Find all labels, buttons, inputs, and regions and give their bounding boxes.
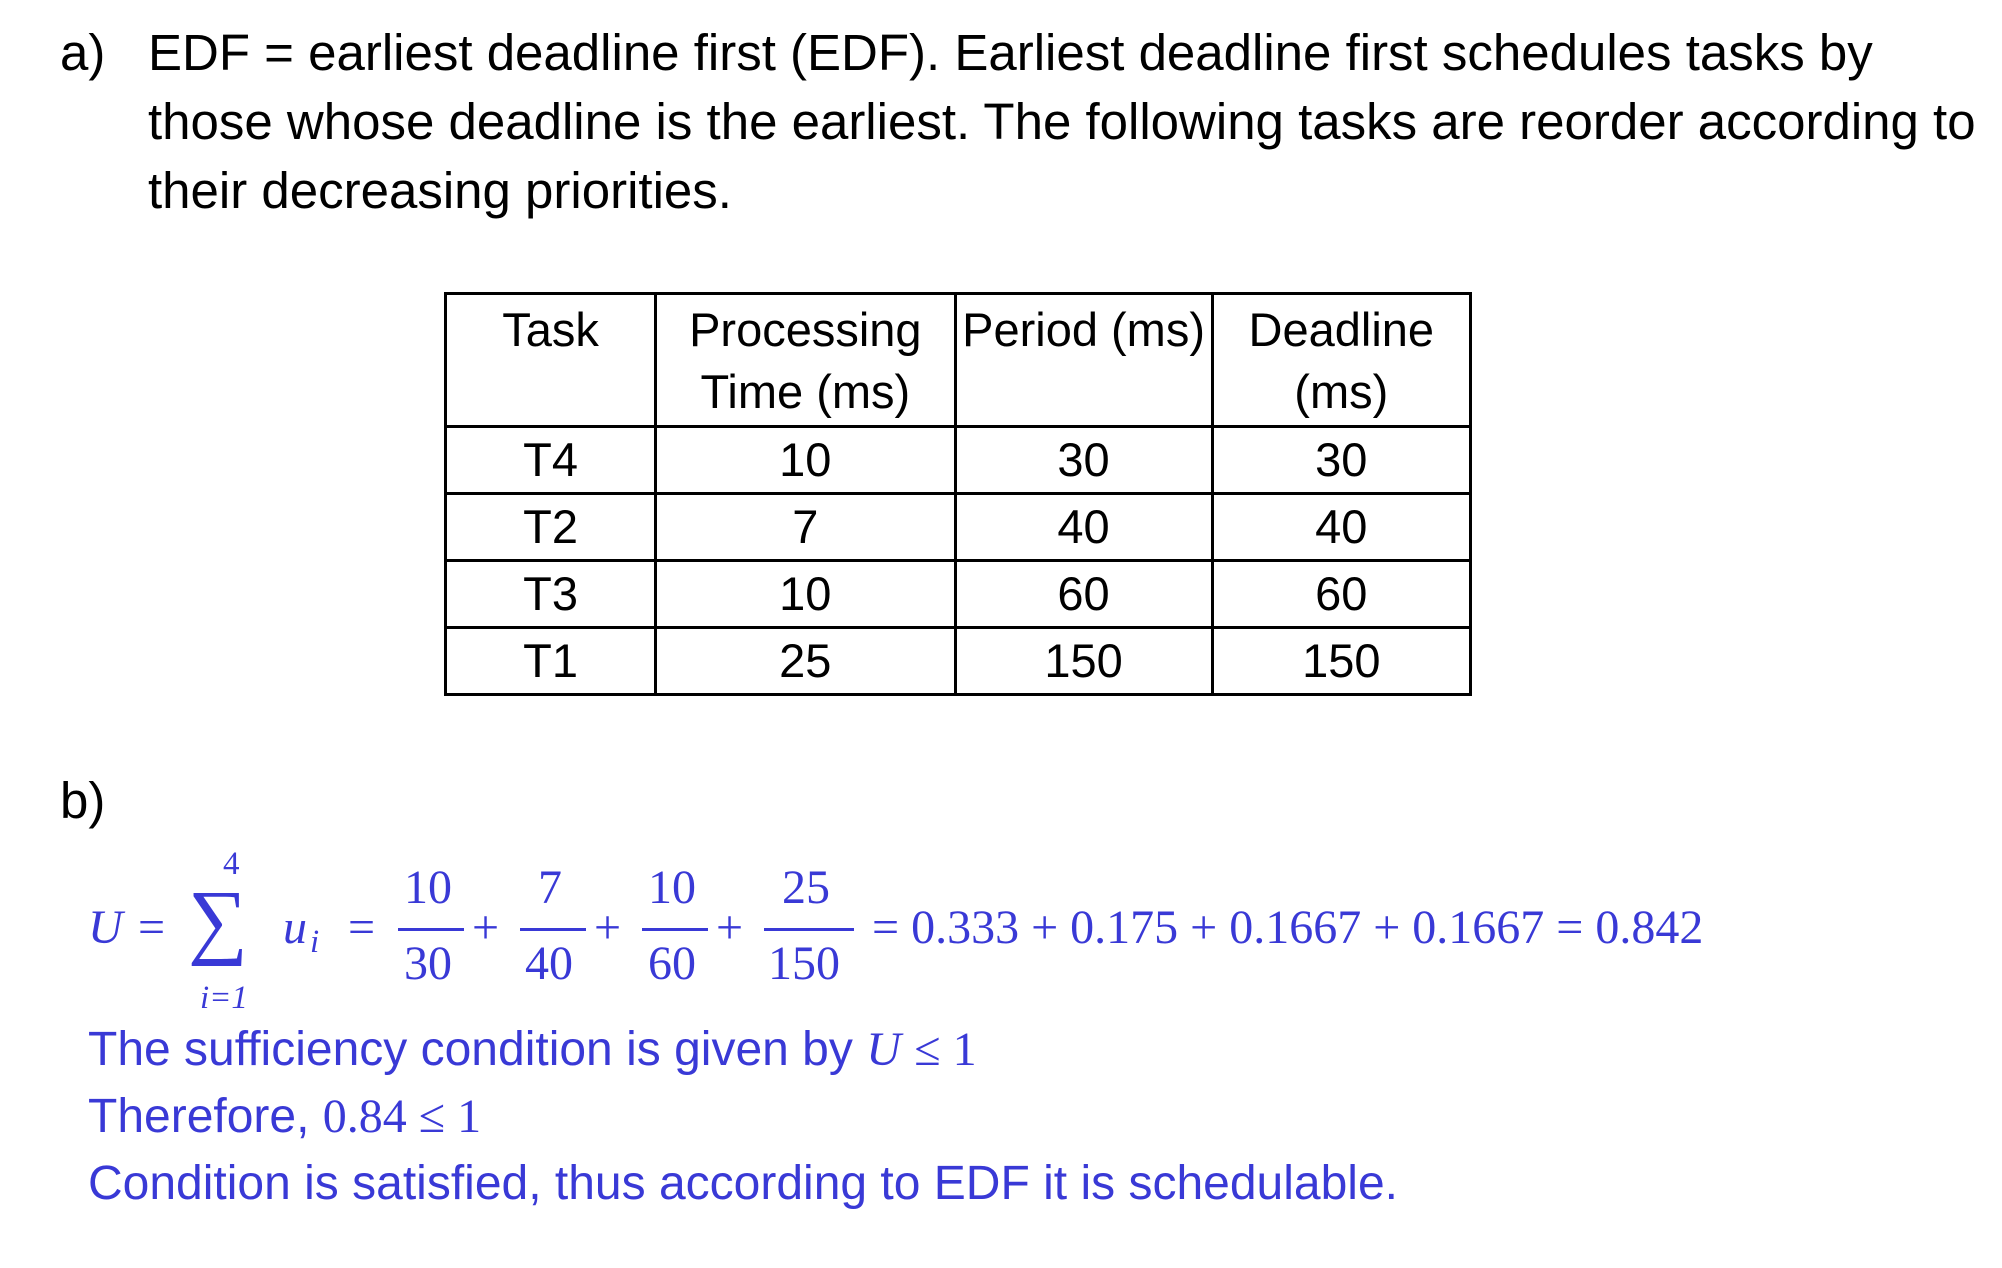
cell-period: 40: [955, 494, 1212, 561]
conclusion-block: [88, 1016, 1988, 1217]
sufficiency-relation: ≤ 1: [914, 1023, 977, 1076]
header-deadline: Deadline (ms): [1212, 294, 1470, 427]
header-period: Period (ms): [955, 294, 1212, 427]
part-a-text: EDF = earliest deadline first (EDF). Earliest deadline first schedules tasks by those whose deadline is the earliest. The following tasks are reorder according to their decreasing priorities.: [148, 24, 1976, 219]
sum-symbol: ∑: [188, 874, 248, 967]
part-b-marker: b): [60, 772, 106, 829]
part-a-marker: a): [60, 24, 106, 81]
fraction-denominator: 30: [404, 937, 452, 990]
cell-period: 30: [955, 427, 1212, 494]
therefore-line: [88, 1083, 1988, 1150]
fraction-numerator: 10: [404, 861, 452, 914]
fraction-bar: [642, 928, 708, 931]
cell-processing-time: 10: [656, 427, 955, 494]
table-header-row: [446, 294, 1471, 427]
cell-deadline: 60: [1212, 561, 1470, 628]
sum-lower-limit: i=1: [200, 980, 248, 1016]
therefore-text: Therefore,: [88, 1090, 310, 1143]
fraction-bar: [764, 928, 854, 931]
table-row: [446, 561, 1471, 628]
eq-term: u: [283, 901, 307, 954]
eq-term-subscript: i: [310, 924, 320, 960]
cell-processing-time: 25: [656, 628, 955, 695]
sufficiency-text: The sufficiency condition is given by: [88, 1023, 853, 1076]
cell-deadline: 30: [1212, 427, 1470, 494]
cell-period: 60: [955, 561, 1212, 628]
eq-plus: +: [472, 901, 500, 954]
eq-plus: +: [716, 901, 744, 954]
table-row: [446, 427, 1471, 494]
fraction-denominator: 40: [525, 937, 573, 990]
fraction-numerator: 25: [782, 861, 830, 914]
header-task: Task: [446, 294, 656, 427]
fraction-denominator: 60: [648, 937, 696, 990]
table-row: [446, 494, 1471, 561]
cell-task: T2: [446, 494, 656, 561]
header-processing-time: Processing Time (ms): [656, 294, 955, 427]
eq-lhs: U: [88, 901, 123, 954]
fraction-bar: [520, 928, 586, 931]
eq-plus: +: [594, 901, 622, 954]
eq-result: = 0.333 + 0.175 + 0.1667 + 0.1667 = 0.842: [872, 901, 1704, 954]
therefore-math: 0.84 ≤ 1: [322, 1090, 482, 1143]
utilization-equation: [88, 830, 1988, 1020]
cell-period: 150: [955, 628, 1212, 695]
sufficiency-line: [88, 1016, 1988, 1083]
fraction-bar: [398, 928, 464, 931]
cell-deadline: 40: [1212, 494, 1470, 561]
conclusion-line: Condition is satisfied, thus according to EDF it is schedulable.: [88, 1157, 1398, 1210]
fraction-numerator: 7: [538, 861, 562, 914]
cell-task: T1: [446, 628, 656, 695]
cell-deadline: 150: [1212, 628, 1470, 695]
task-table: [444, 292, 1472, 696]
fraction-denominator: 150: [768, 937, 840, 990]
table-row: [446, 628, 1471, 695]
cell-task: T3: [446, 561, 656, 628]
fraction-numerator: 10: [648, 861, 696, 914]
sum-upper-limit: 4: [223, 846, 240, 882]
cell-processing-time: 10: [656, 561, 955, 628]
cell-task: T4: [446, 427, 656, 494]
sufficiency-variable: U: [866, 1023, 901, 1076]
cell-processing-time: 7: [656, 494, 955, 561]
eq-equals: =: [138, 901, 166, 954]
eq-equals: =: [348, 901, 376, 954]
